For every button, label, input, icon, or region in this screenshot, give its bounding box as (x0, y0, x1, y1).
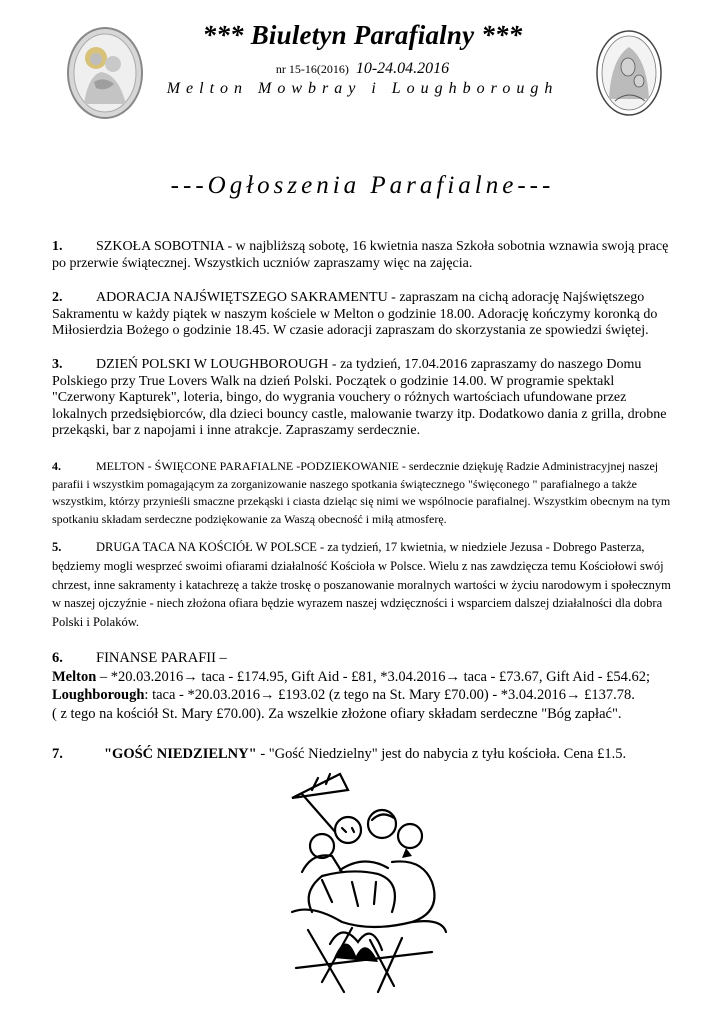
parish-location: Melton Mowbray i Loughborough (166, 80, 559, 97)
announcement-number: 1. (52, 239, 63, 254)
announcement-text: - "Gość Niedzielny" jest do nabycia z tyłu kościoła. Cena £1.5. (256, 746, 627, 762)
announcement-number: 6. (52, 650, 63, 666)
finance-melton-label: Melton (52, 668, 97, 685)
finance-title: FINANSE PARAFII – (96, 650, 227, 666)
announcement-text: DZIEŃ POLSKI W LOUGHBOROUGH - za tydzień, 17.04.2016 zapraszamy do naszego Domu Polskiego przy True Lovers Walk na dzień Polski. Początek o godzinie 14.00. W programie spektakl "Czerwony Kapturek", loteria, bingo, do wygrania vouchery o różnych wartościach ufundowane przez lokalnych przedsiębiorców, dla dzieci bouncy castle, malowanie twarzy itp. Dodatkowo dania z grilla, drobne przekąski, bar z napojami i inne atrakcje. Zapraszamy serdecznie. (52, 357, 667, 438)
announcement-5 (52, 538, 676, 632)
disciples-illustration (282, 772, 450, 994)
announcement-7 (52, 745, 676, 764)
announcement-6 (52, 649, 676, 723)
finance-loughborough-text: : taca - *20.03.2016→ £193.02 (z tego na St. Mary £70.00) - *3.04.2016→ £137.78. (144, 687, 635, 703)
finance-melton-text: – *20.03.2016→ taca - £174.95, Gift Aid - £81, *3.04.2016→ taca - £73.67, Gift Aid - £54.62; (96, 668, 651, 685)
announcement-number: 2. (52, 290, 63, 305)
announcement-2 (52, 290, 676, 340)
announcements-heading: ---Ogłoszenia Parafialne--- (170, 172, 555, 199)
announcement-number: 5. (52, 540, 62, 554)
finance-loughborough-label: Loughborough (52, 687, 145, 703)
announcement-number: 7. (52, 746, 63, 762)
issue-dates: 10-24.04.2016 (355, 60, 450, 77)
announcement-title: "GOŚĆ NIEDZIELNY" (104, 746, 257, 762)
finance-title-line (52, 649, 676, 668)
announcement-text: DRUGA TACA NA KOŚCIÓŁ W POLSCE - za tydzień, 17 kwietnia, w niedziele Jezusa - Dobrego Pasterza, będziemy mogli wesprzeć swoimi ofiarami działalność Kościoła w Polsce. Wielu z nas zawdzięcza temu Kościołowi swój chrzest, inne sakramenty i katachrezę a także troskę o poszanowanie moralnych wartości w życiu narodowym i społecznym w naszej ojczyźnie - niech złożona ofiara będzie wyrazem naszej wdzięczności i wsparciem dalszej działalności dla dobra Polski i Polaków. (52, 540, 671, 630)
bulletin-title: *** Biuletyn Parafialny *** (202, 20, 523, 50)
announcement-text: MELTON - ŚWIĘCONE PARAFIALNE -PODZIEKOWANIE - serdecznie dziękuję Radzie Administracyjnej naszej parafii i wszystkim pomagającym za zorganizowanie naszego spotkania świątecznego "święconego " parafialnego a także wszystkim, którzy przynieśli smaczne przekąski i ciasta dzieląc się nimi we wspólnocie parafialnej. Wszystkim obecnym na tym spotkaniu składam serdeczne podziękowanie za Waszą obecność i miłą atmosferę. (52, 459, 671, 526)
announcement-number: 4. (52, 459, 61, 473)
madonna-icon (595, 29, 663, 117)
announcement-3 (52, 357, 676, 440)
announcement-text: SZKOŁA SOBOTNIA - w najbliższą sobotę, 16 kwietnia nasza Szkoła sobotnia wznawia swoją pracę po przerwie świątecznej. Wszystkich uczniów zapraszamy więc na zajęcia. (52, 239, 669, 271)
announcement-text: ADORACJA NAJŚWIĘTSZEGO SAKRAMENTU - zapraszam na cichą adorację Najświętszego Sakramentu w każdy piątek w naszym kościele w Melton o godzinie 18.00. Adorację kończymy koronką do Miłosierdzia Bożego o godzinie 18.45. W czasie adoracji zapraszam do skorzystania ze spowiedzi świętej. (52, 290, 658, 338)
finance-closing-line: ( z tego na kościół St. Mary £70.00). Za wszelkie złożone ofiary składam serdeczne "Bóg zapłać". (52, 705, 622, 722)
issue-number: nr 15-16(2016) (275, 62, 349, 76)
announcement-number: 3. (52, 357, 63, 372)
finance-melton-line (52, 668, 676, 687)
announcement-4 (52, 458, 676, 528)
announcement-1 (52, 239, 676, 272)
finance-loughborough-line (52, 686, 676, 705)
